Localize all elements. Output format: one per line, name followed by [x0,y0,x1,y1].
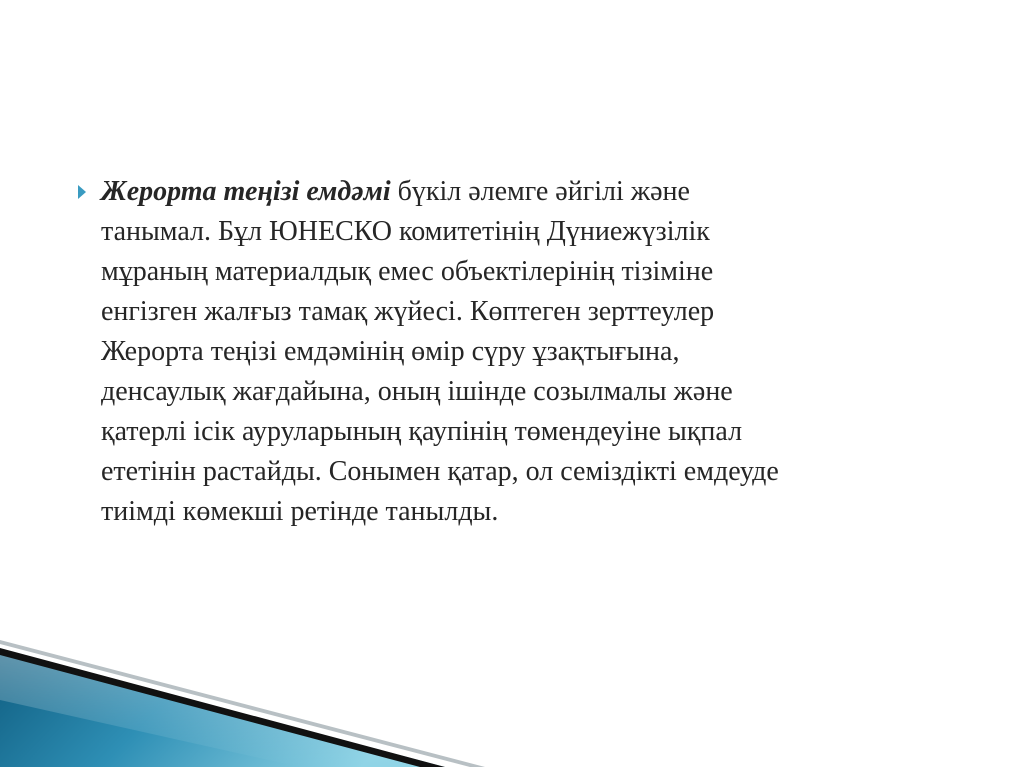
triangle-bullet-icon [75,182,89,202]
bullet-line: ететінін растайды. Сонымен қатар, ол семіздікті емдеуде [101,456,779,487]
bullet-text [101,172,975,532]
bullet-line: мұраның материалдық емес объектілерінің тізіміне [101,256,714,287]
bullet-line: тиімді көмекші ретінде танылды. [101,496,499,527]
grey-stripe [0,640,485,767]
bullet-line: Жерорта теңізі емдәмінің өмір сүру ұзақтығына, [101,336,680,367]
slide-body [75,172,975,532]
bullet-item [75,172,975,532]
black-stripe [0,648,445,767]
teal-band [0,650,445,767]
bullet-emphasis: Жерорта теңізі емдәмі [101,176,391,207]
bullet-line: қатерлі ісік ауруларының қаупінің төмендеуіне ықпал [101,416,743,447]
bullet-line: денсаулық жағдайына, оның ішінде созылмалы және [101,376,733,407]
bullet-line: бүкіл әлемге әйгілі және [390,176,690,207]
bullet-line: танымал. Бұл ЮНЕСКО комитетінің Дүниежүзілік [101,216,710,247]
teal-band-highlight [0,650,445,767]
bullet-line: енгізген жалғыз тамақ жүйесі. Көптеген зерттеулер [101,296,715,327]
